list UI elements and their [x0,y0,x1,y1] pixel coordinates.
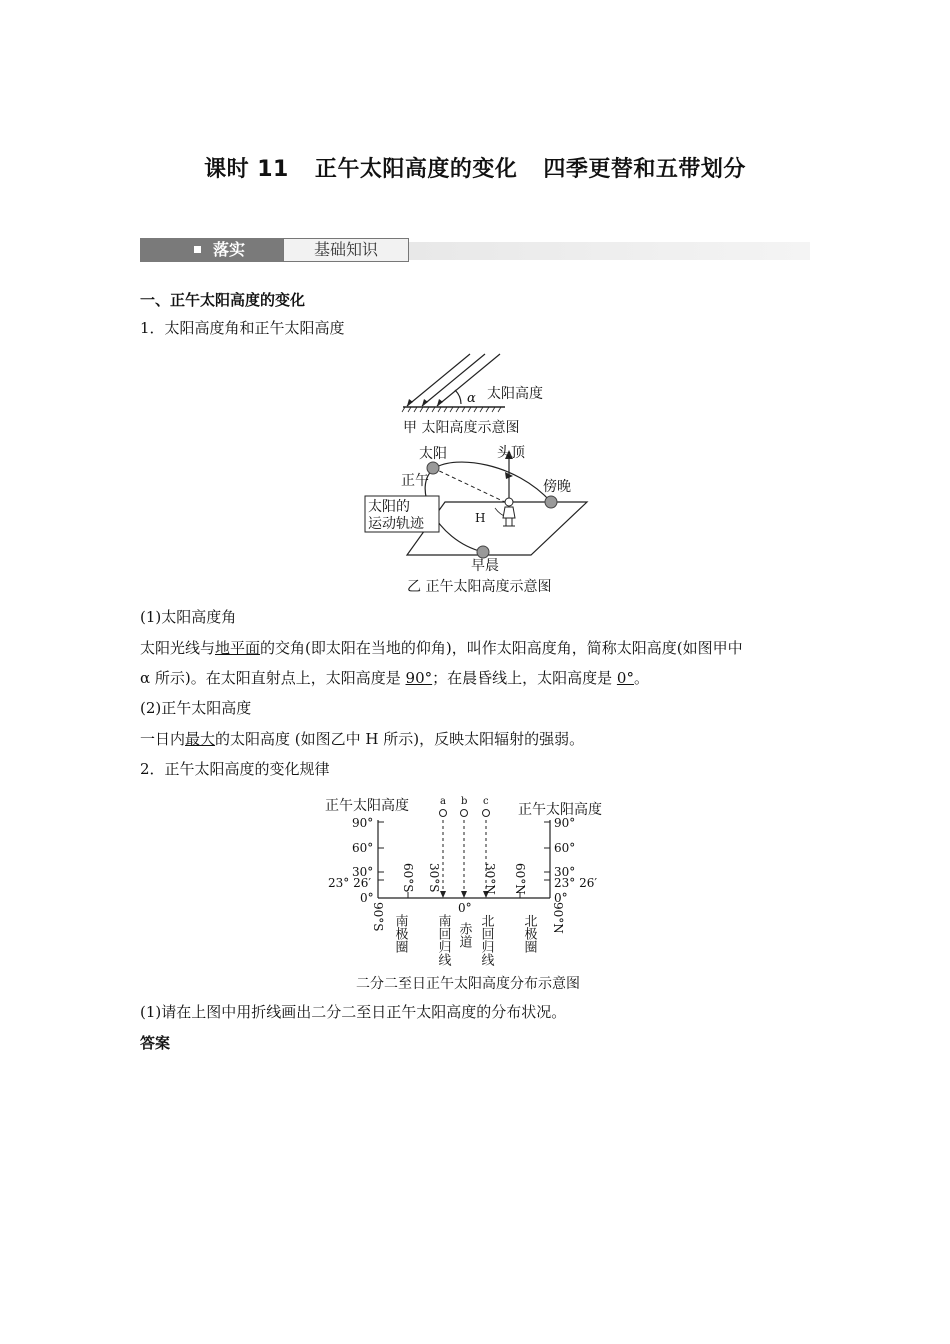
south-polar-circle-label: 南极圈 [392,914,408,953]
lesson-number: 课时 11 [204,157,289,182]
svg-text:0°: 0° [360,891,374,905]
svg-text:60°: 60° [352,841,374,855]
noon-sun-altitude-diagram [355,440,605,600]
svg-text:0°: 0° [554,891,568,905]
sun-track-arc [425,462,551,552]
morning-sun-icon [477,546,489,558]
svg-text:90°: 90° [554,816,576,830]
equator-label: 赤道 [456,922,472,948]
task-instruction: (1)请在上图中用折线画出二分二至日正午太阳高度的分布状况。 [140,1003,567,1021]
svg-text:60°: 60° [554,841,576,855]
sun-altitude-label: 太阳高度 [487,386,543,402]
lat-90n-label: 90°N [551,902,565,934]
left-axis-title: 正午太阳高度 [325,798,409,814]
svg-text:30°: 30° [352,865,374,879]
sun-ray-dashed [433,468,509,504]
evening-sun-icon [545,496,557,508]
paragraph-2: 一日内最大的太阳高度 (如图乙中 H 所示)，反映太阳辐射的强弱。 [140,730,585,748]
svg-text:90°: 90° [352,816,374,830]
section-banner [140,238,810,264]
sun-b-label: b [461,796,468,807]
right-axis-title: 正午太阳高度 [518,802,602,818]
paragraph-1-line-1: 太阳光线与地平面的交角(即太阳在当地的仰角)，叫作太阳高度角，简称太阳高度(如图甲中 [140,639,743,657]
figure-b-caption: 乙 正午太阳高度示意图 [407,579,552,595]
svg-text:太阳的: 太阳的 [368,499,410,515]
figure-c-caption: 二分二至日正午太阳高度分布示意图 [356,976,580,992]
svg-text:运动轨迹: 运动轨迹 [368,516,424,532]
page-title [0,152,950,183]
alpha-label: α [467,391,476,406]
lat-90s-label: 90°S [371,902,385,932]
tropic-cancer-label: 北回归线 [478,914,494,966]
lat-60n-label: 60°N [513,863,527,895]
north-polar-circle-label: 北极圈 [521,914,537,953]
square-bullet-icon [194,246,201,253]
figure-a-caption: 甲 太阳高度示意图 [403,420,520,436]
noon-label: 正午 [401,473,429,489]
item-1-heading: 1．太阳高度角和正午太阳高度 [140,319,345,337]
zenith-label: 头顶 [497,445,525,461]
subheading-2: (2)正午太阳高度 [140,699,252,717]
section-heading: 一、正午太阳高度的变化 [140,291,306,309]
svg-text:30°: 30° [554,865,576,879]
paragraph-1-line-2: α 所示)。在太阳直射点上，太阳高度是 90°；在晨昏线上，太阳高度是 0°。 [140,669,649,687]
lat-30s-label: 30°S [427,863,441,893]
sun-a-label: a [440,796,446,807]
lat-60s-label: 60°S [401,863,415,893]
lat-0-label: 0° [458,901,472,915]
answer-label: 答案 [140,1034,171,1052]
person-icon [503,498,515,526]
title-part-1: 正午太阳高度的变化 [314,157,518,182]
svg-text:23° 26′: 23° 26′ [328,876,372,890]
sun-altitude-diagram [395,350,565,440]
morning-label: 早晨 [471,558,499,574]
title-part-2: 四季更替和五带划分 [543,157,746,182]
banner-dark-tab: 落实 [140,238,283,262]
lat-30n-label: 30°N [483,863,497,895]
h-angle-label: H [475,511,486,525]
svg-text:23° 26′: 23° 26′ [554,876,598,890]
noon-altitude-distribution-chart [320,790,620,995]
sun-label: 太阳 [419,446,447,462]
subheading-1: (1)太阳高度角 [140,608,237,626]
banner-light-tab: 基础知识 [283,238,409,262]
tropic-capricorn-label: 南回归线 [435,914,451,966]
item-2-heading: 2．正午太阳高度的变化规律 [140,760,330,778]
sun-c-label: c [483,796,489,807]
evening-label: 傍晚 [543,479,571,495]
